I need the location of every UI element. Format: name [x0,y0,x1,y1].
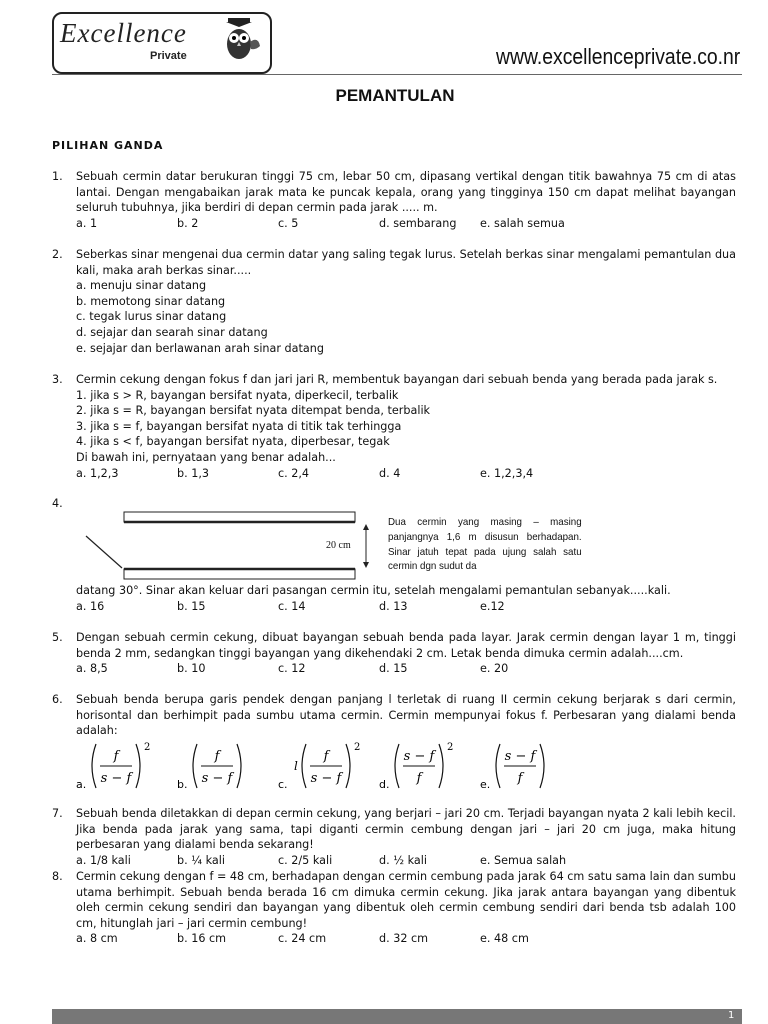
page-title: PEMANTULAN [335,86,455,105]
exponent: 2 [144,742,151,753]
option-c: c. 2,4 [278,466,310,480]
option-c: c. 2/5 kali [278,853,333,867]
question-text: Sebuah benda diletakkan di depan cermin cekung, yang berjari – jari 20 cm. Terjadi bayangan nyata 2 kali lebih kecil. Jika benda pada jarak yang sama, tapi diganti cermin cembung dengan jari – jari 20 cm juga, maka hitung perbesaran yang dialami benda sekarang! [76,807,736,852]
option-b: b. ¼ kali [177,853,225,867]
question-8 [52,869,736,947]
statement-3: 3. jika s = f, bayangan bersifat nyata di titik tak terhingga [76,419,402,433]
owl-mascot-icon [222,16,262,62]
section-heading: PILIHAN GANDA [52,139,164,152]
logo-subtext: Private [150,50,187,62]
numerator: f [214,749,220,764]
denominator: s − f [310,771,342,786]
statement-1: 1. jika s > R, bayangan bersifat nyata, diperkecil, terbalik [76,388,399,402]
statement-list [52,388,736,466]
figure-caption: Dua cermin yang masing – masing panjangnya 1,6 m disusun berhadapan. Sinar jatuh tepat pada ujung salah satu cermin dgn sudut da [388,517,582,573]
option-a: a. 8 cm [76,932,118,946]
denominator: f [416,771,422,786]
question-7 [52,806,736,868]
option-a: a. 1 [76,216,98,230]
option-a: a. menuju sinar datang [76,279,207,293]
option-d: d. 4 [379,466,401,480]
question-1 [52,169,736,231]
option-d: d. 32 cm [379,932,429,946]
denominator: s − f [201,771,233,786]
website-url: www.excellenceprivate.co.nr [496,44,741,69]
footer-bar [52,1009,742,1024]
question-number: 7. [52,807,63,820]
option-b: b. 10 [177,662,206,676]
option-a: a. 16 [76,599,105,613]
option-c: c. 24 cm [278,932,327,946]
page-number: 1 [728,1010,735,1021]
answer-options [76,853,736,869]
option-a: a. 8,5 [76,662,108,676]
option-b: b. 16 cm [177,932,227,946]
question-text: Cermin cekung dengan fokus f dan jari jari R, membentuk bayangan dari sebuah benda yang berada pada jarak s. [76,373,718,386]
question-3 [52,372,736,481]
option-label: d. [379,778,390,791]
question-text: datang 30°. Sinar akan keluar dari pasangan cermin itu, setelah mengalami pemantulan sebanyak.....kali. [76,584,671,597]
option-c: c. 12 [278,662,306,676]
answer-options [76,216,736,232]
question-4 [52,583,736,614]
logo-text: Excellence [60,18,187,48]
formula-options [76,738,736,794]
option-b: b. 15 [177,599,206,613]
formula-option-e [480,738,580,794]
question-text: Dengan sebuah cermin cekung, dibuat bayangan sebuah benda pada layar. Jarak cermin dengan layar 1 m, tinggi benda 2 mm, sedangkan tinggi bayangan yang dikehendaki 2 cm. Letak benda dimuka cermin adalah....cm. [76,631,736,660]
statement-4: 4. jika s < f, bayangan bersifat nyata, diperbesar, tegak [76,435,390,449]
question-number: 5. [52,631,63,644]
option-c: c. 5 [278,216,299,230]
answer-list [52,278,736,356]
formula-option-b [177,738,277,794]
question-number: 6. [52,693,63,706]
answer-options [76,466,736,482]
option-b: b. memotong sinar datang [76,294,226,308]
question-2 [52,247,736,356]
option-e: e. Semua salah [480,853,567,867]
option-c: c. 14 [278,599,306,613]
option-label: e. [480,778,491,791]
distance-label: 20 cm [326,540,351,551]
exponent: 2 [354,742,361,753]
question-text: Cermin cekung dengan f = 48 cm, berhadapan dengan cermin cembung pada jarak 64 cm satu sama lain dan sumbu utama berhimpit. Sebuah benda berada 16 cm dimuka cermin cekung. Jika jarak antara bayangan yang dibentuk oleh cermin cekung sendiri dan bayangan yang dibentuk oleh cermin cembung sendiri dari benda tsb adalah 100 cm, hitunglah jari – jari cermin cembung! [76,870,736,930]
formula-option-a [76,738,176,794]
answer-options [76,599,736,615]
question-number: 8. [52,870,63,883]
question-6 [52,692,736,739]
option-d: d. 15 [379,662,408,676]
question-5 [52,630,736,677]
numerator: s − f [504,749,536,764]
question-number: 2. [52,248,63,261]
option-e: e. sejajar dan berlawanan arah sinar datang [76,341,324,355]
option-e: e.12 [480,599,505,613]
option-label: a. [76,778,87,791]
denominator: f [517,771,523,786]
option-d: d. 13 [379,599,408,613]
option-label: b. [177,778,188,791]
option-e: e. 1,2,3,4 [480,466,534,480]
option-b: b. 1,3 [177,466,210,480]
option-e: e. salah semua [480,216,565,230]
length-symbol: l [294,759,298,773]
statement-prompt: Di bawah ini, pernyataan yang benar adalah... [76,450,336,464]
question-text: Sebuah benda berupa garis pendek dengan panjang l terletak di ruang II cermin cekung berjarak s dari cermin, horisontal dan berhimpit pada sumbu utama cermin. Cermin mempunyai fokus f. Perbesaran yang dialami benda adalah: [76,693,736,738]
formula-option-c [278,738,388,794]
statement-2: 2. jika s = R, bayangan bersifat nyata ditempat benda, terbalik [76,404,431,418]
option-a: a. 1/8 kali [76,853,131,867]
question-number: 4. [52,497,63,510]
option-e: e. 20 [480,662,509,676]
exponent: 2 [447,742,454,753]
option-c: c. tegak lurus sinar datang [76,310,227,324]
numerator: s − f [403,749,435,764]
denominator: s − f [100,771,132,786]
answer-options [76,931,736,947]
option-d: d. sembarang [379,216,457,230]
question-number: 3. [52,373,63,386]
option-e: e. 48 cm [480,932,529,946]
option-d: d. sejajar dan searah sinar datang [76,325,268,339]
answer-options [76,661,736,677]
header-divider [52,74,742,75]
numerator: f [113,749,119,764]
question-number: 1. [52,170,63,183]
option-a: a. 1,2,3 [76,466,119,480]
numerator: f [323,749,329,764]
question-text: Sebuah cermin datar berukuran tinggi 75 cm, lebar 50 cm, dipasang vertikal dengan titik bawahnya 75 cm di atas lantai. Dengan mengabaikan jarak mata ke puncak kepala, orang yang tingginya 150 cm dapat melihat bayangan seluruh tubuhnya, jika berdiri di depan cermin pada jarak ..... m. [76,170,736,215]
option-label: c. [278,778,288,791]
option-b: b. 2 [177,216,199,230]
question-text: Seberkas sinar mengenai dua cermin datar yang saling tegak lurus. Setelah berkas sinar mengalami pemantulan dua kali, maka arah berkas sinar..... [76,248,736,277]
formula-option-d [379,738,479,794]
option-d: d. ½ kali [379,853,427,867]
